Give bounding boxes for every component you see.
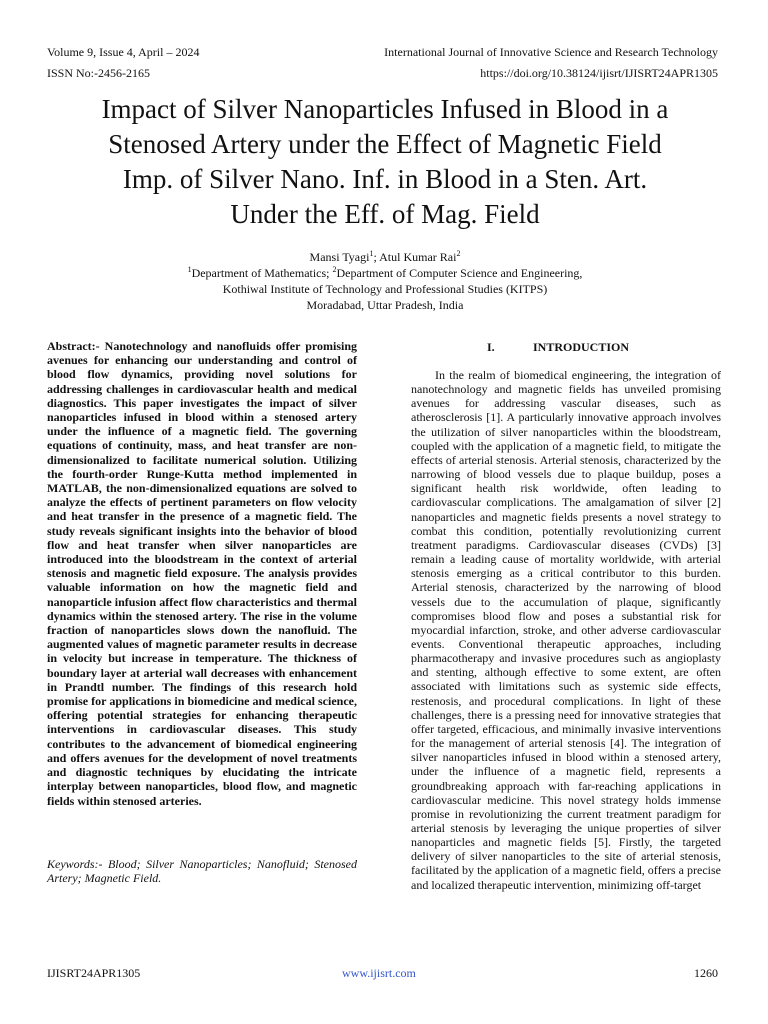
section-title: INTRODUCTION [533, 340, 630, 354]
paper-title [40, 92, 730, 232]
affiliation-departments [60, 265, 710, 281]
issn: ISSN No:-2456-2165 [47, 66, 151, 80]
author-block [60, 249, 710, 313]
title-line: Stenosed Artery under the Effect of Magnetic Field [108, 129, 662, 159]
title-line: Under the Eff. of Mag. Field [230, 199, 540, 229]
affiliation-department: Department of Mathematics; [191, 266, 333, 280]
title-line: Impact of Silver Nanoparticles Infused in Blood in a [101, 94, 669, 124]
volume-issue: Volume 9, Issue 4, April – 2024 [47, 45, 200, 59]
journal-name: International Journal of Innovative Science and Research Technology [384, 45, 718, 59]
doi-link[interactable]: https://doi.org/10.38124/ijisrt/IJISRT24APR1305 [480, 66, 718, 80]
keywords-text: Keywords:- Blood; Silver Nanoparticles; Nanofluid; Stenosed Artery; Magnetic Field. [47, 857, 357, 886]
footer-paper-id: IJISRT24APR1305 [47, 966, 141, 980]
affiliation-department: Department of Computer Science and Engineering, [336, 266, 583, 280]
title-line: Imp. of Silver Nano. Inf. in Blood in a Sten. Art. [122, 164, 648, 194]
author-affiliation-mark: 1 [369, 249, 374, 258]
author-name: Mansi Tyagi [309, 250, 370, 264]
introduction-text: In the realm of biomedical engineering, the integration of nanotechnology and magnetic fields has unveiled promising avenues for addressing vascular diseases, such as atherosclerosis [1]. A particularly innovative approach involves the utilization of silver nanoparticles within the bloodstream, coupled with the application of a magnetic field, to mitigate the effects of arterial stenosis. Arterial stenosis, characterized by the narrowing of blood vessels due to plaque buildup, poses a significant health risk worldwide, often leading to cardiovascular complications. The amalgamation of silver [2] nanoparticles and magnetic fields presents a novel strategy to combat this condition, potentially revolutionizing current treatment paradigms. Cardiovascular diseases (CVDs) [3] remain a leading cause of mortality worldwide, with arterial stenosis emerging as a critical contributor to this burden. Arterial stenosis, characterized by the narrowing of blood vessels due to the accumulation of plaque, significantly compromises blood flow and poses a substantial risk for myocardial infarction, stroke, and other adverse cardiovascular events. Conventional therapeutic approaches, including pharmacotherapy and invasive procedures such as angioplasty and stenting, although effective to some extent, are often associated with limitations such as systemic side effects, restenosis, and procedural complications. In light of these challenges, there is a pressing need for innovative strategies that offer targeted, efficacious, and minimally invasive interventions for the management of arterial stenosis [4]. The integration of silver nanoparticles infused in blood within a stenosed artery, under the influence of a magnetic field, represents a groundbreaking approach with far-reaching applications in cardiovascular medicine. This novel strategy holds immense promise in revolutionizing the current treatment paradigm for arterial stenosis by leveraging the unique properties of silver nanoparticles and magnetic fields [5]. Firstly, the targeted delivery of silver nanoparticles to the site of arterial stenosis, facilitated by the application of a magnetic field, offers a precise and localized therapeutic intervention, minimizing off-target [411, 368, 721, 892]
page-number: 1260 [694, 966, 718, 980]
abstract-text: Abstract:- Nanotechnology and nanofluids offer promising avenues for enhancing our understanding and control of blood flow dynamics, providing novel solutions for addressing challenges in cardiovascular health and medical diagnostics. This paper investigates the impact of silver nanoparticles infused in blood within a stenosed artery under the influence of a magnetic field. The governing equations of continuity, mass, and heat transfer are non-dimensionalized to facilitate numerical solution. Utilizing the fourth-order Runge-Kutta method implemented in MATLAB, the non-dimensionalized equations are solved to analyze the effects of pertinent parameters on flow velocity and heat transfer in the presence of a magnetic field. The study reveals significant insights into the behavior of blood flow and heat transfer when silver nanoparticles are introduced into the bloodstream in the context of arterial stenosis and magnetic field exposure. The analysis provides valuable information on how the magnetic field and nanoparticle infusion affect flow characteristics and thermal dynamics within the stenosed artery. The rise in the volume fraction of nanoparticles slows down the nanofluid. The augmented values of magnetic parameter results in decrease in velocity but increase in temperature. The thickness of boundary layer at arterial wall decreases with enhancement in Prandtl number. The findings of this research hold promise for applications in biomedicine and medical science, offering potential strategies for enhancing therapeutic interventions in cardiovascular diseases. This study contributes to the advancement of biomedical engineering and offers avenues for the development of novel treatments and diagnostic techniques by elucidating the intricate interplay between nanoparticles, blood flow, and magnetic fields within stenosed arteries. [47, 339, 357, 808]
affiliation-mark: 1 [187, 265, 192, 274]
author-affiliation-mark: 2 [456, 249, 461, 258]
section-number: I. [487, 340, 495, 354]
author-line [60, 249, 710, 265]
affiliation-location: Moradabad, Uttar Pradesh, India [306, 298, 464, 312]
footer-website-link[interactable]: www.ijisrt.com [342, 966, 416, 980]
author-separator: ; [373, 250, 380, 264]
author-name: Atul Kumar Rai [379, 250, 457, 264]
affiliation-mark: 2 [332, 265, 337, 274]
affiliation-institute: Kothiwal Institute of Technology and Professional Studies (KITPS) [222, 282, 548, 296]
